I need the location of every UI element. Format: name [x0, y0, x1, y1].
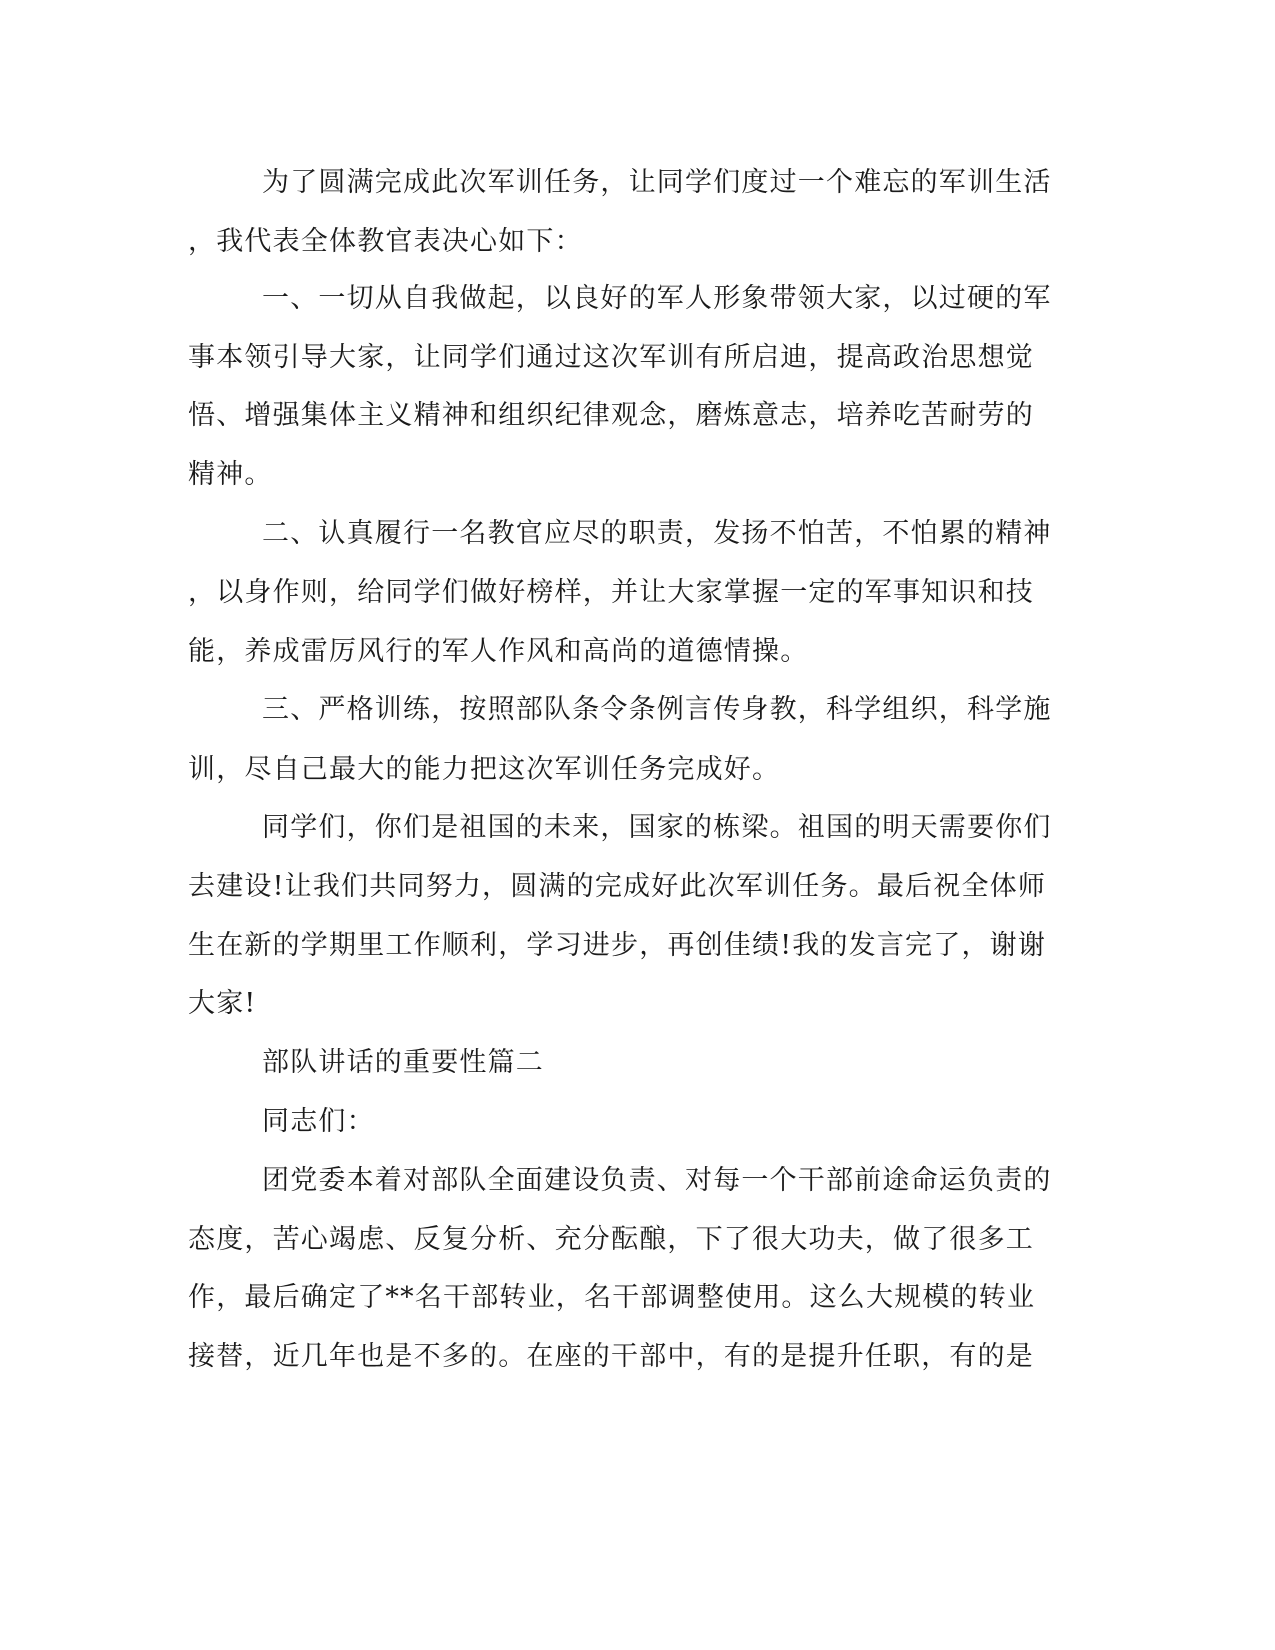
paragraph-line: 态度，苦心竭虑、反复分析、充分酝酿，下了很大功夫，做了很多工 [188, 1224, 1034, 1255]
paragraph-line: 大家! [188, 988, 257, 1019]
paragraph-line: 事本领引导大家，让同学们通过这次军训有所启迪，提高政治思想觉 [188, 342, 1034, 373]
salutation: 同志们： [262, 1106, 375, 1137]
paragraph-line: 能，养成雷厉风行的军人作风和高尚的道德情操。 [188, 636, 809, 667]
paragraph-line: 接替，近几年也是不多的。在座的干部中，有的是提升任职，有的是 [188, 1341, 1034, 1372]
paragraph-line: 生在新的学期里工作顺利，学习进步，再创佳绩!我的发言完了，谢谢 [188, 930, 1047, 961]
paragraph-line: 同学们，你们是祖国的未来，国家的栋梁。祖国的明天需要你们 [262, 812, 1052, 843]
paragraph-line: ，我代表全体教官表决心如下： [188, 226, 583, 257]
paragraph-line: 团党委本着对部队全面建设负责、对每一个干部前途命运负责的 [262, 1165, 1052, 1196]
paragraph-line: 二、认真履行一名教官应尽的职责，发扬不怕苦，不怕累的精神 [262, 518, 1052, 549]
paragraph-line: 一、一切从自我做起，以良好的军人形象带领大家，以过硬的军 [262, 283, 1052, 314]
paragraph-line: 训，尽自己最大的能力把这次军训任务完成好。 [188, 754, 781, 785]
section-heading: 部队讲话的重要性篇二 [262, 1047, 544, 1078]
paragraph-line: 为了圆满完成此次军训任务，让同学们度过一个难忘的军训生活 [262, 167, 1052, 198]
paragraph-line: 三、严格训练，按照部队条令条例言传身教，科学组织，科学施 [262, 694, 1052, 725]
paragraph-line: 悟、增强集体主义精神和组织纪律观念，磨炼意志，培养吃苦耐劳的 [188, 400, 1034, 431]
paragraph-line: 作，最后确定了**名干部转业，名干部调整使用。这么大规模的转业 [188, 1282, 1036, 1313]
paragraph-line: 精神。 [188, 459, 273, 490]
paragraph-line: ，以身作则，给同学们做好榜样，并让大家掌握一定的军事知识和技 [188, 577, 1034, 608]
paragraph-line: 去建设!让我们共同努力，圆满的完成好此次军训任务。最后祝全体师 [188, 871, 1047, 902]
